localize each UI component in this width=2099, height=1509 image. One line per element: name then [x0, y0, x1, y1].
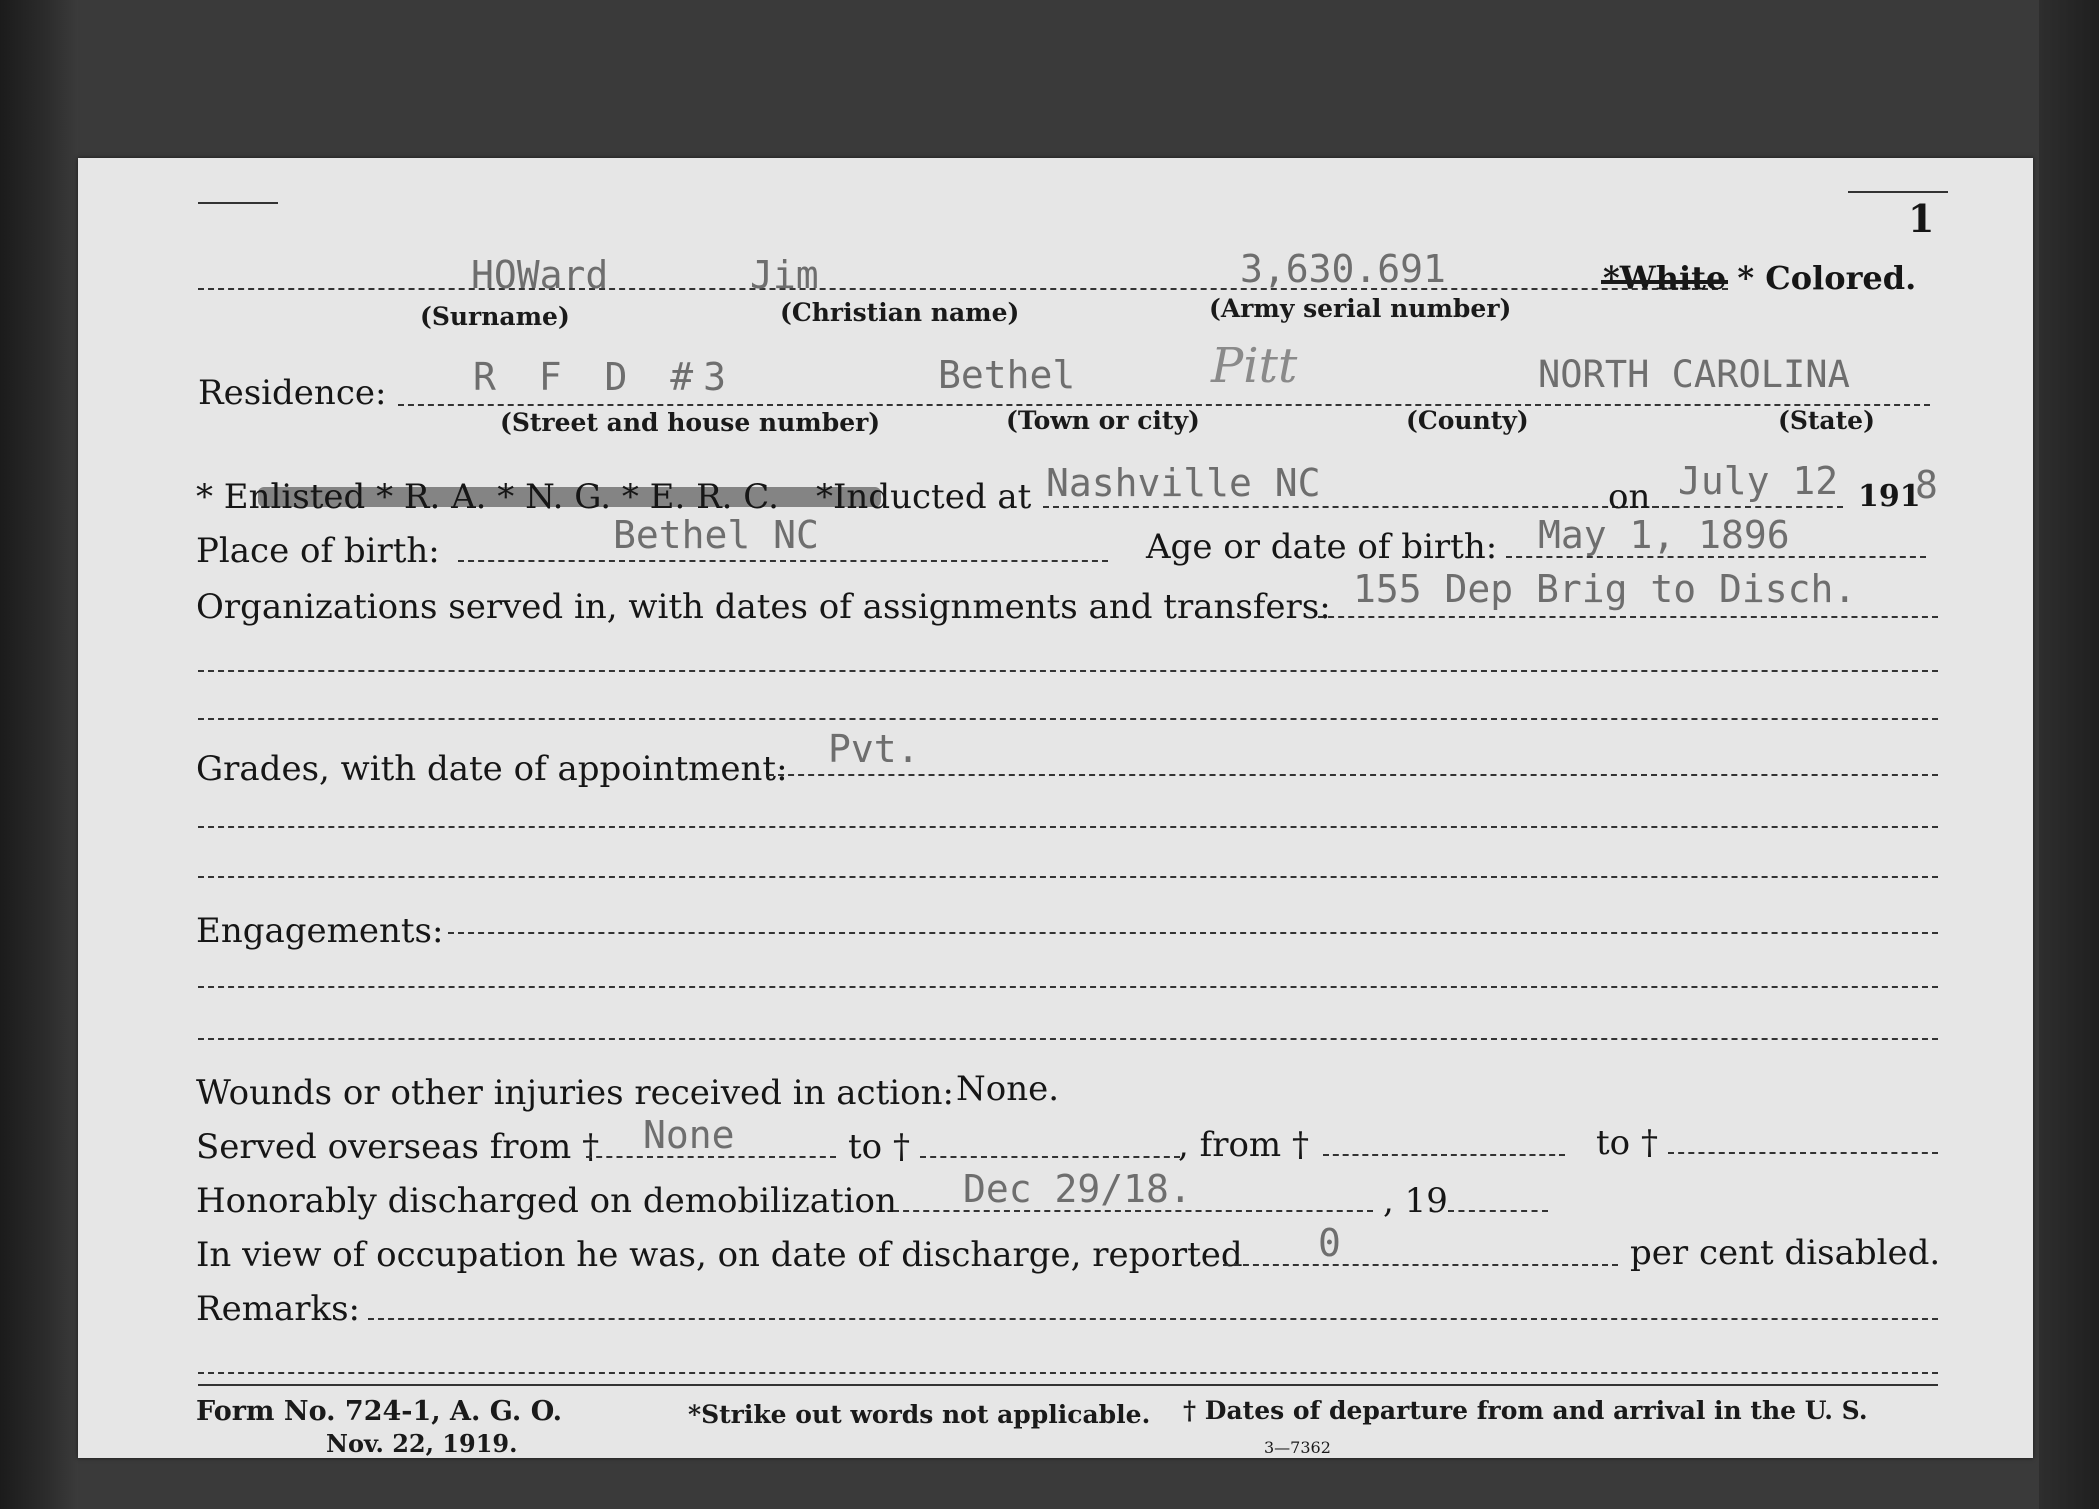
print-code: 3—7362: [1264, 1438, 1331, 1457]
discharge-year-line: [1448, 1210, 1548, 1212]
enlistment-options: * Enlisted * R. A. * N. G. * E. R. C.: [196, 477, 779, 517]
overseas-to2-label: to †: [1596, 1123, 1658, 1163]
engagements-line-3: [198, 1038, 1938, 1040]
state-value: NORTH CAROLINA: [1538, 353, 1850, 396]
overseas-to2-line: [1668, 1152, 1938, 1154]
inducted-at-label: *Inducted at: [816, 477, 1032, 517]
dates-note: † Dates of departure from and arrival in the U. S.: [1183, 1396, 1868, 1425]
footer-rule: [198, 1384, 1938, 1386]
discharge-date-value: Dec 29/18.: [963, 1167, 1192, 1211]
age-label: Age or date of birth:: [1146, 527, 1498, 567]
race-options: [1603, 259, 1917, 297]
form-number: Form No. 724-1, A. G. O.: [196, 1396, 563, 1427]
serial-caption: (Army serial number): [1209, 294, 1512, 323]
organizations-line-2: [198, 670, 1938, 672]
background-edge: [2039, 0, 2099, 1509]
inducted-place-value: Nashville NC: [1046, 461, 1321, 505]
date-of-birth-value: May 1, 1896: [1538, 513, 1790, 557]
wounds-label: Wounds or other injuries received in action:: [196, 1073, 954, 1113]
overseas-value: None: [643, 1113, 735, 1157]
binder-edge: [0, 0, 78, 1509]
grades-line: [768, 774, 1938, 776]
remarks-line-2: [198, 1372, 1938, 1374]
serial-number-value: 3,630.691: [1240, 247, 1446, 291]
white-option: *White: [1603, 259, 1727, 297]
street-value: R F D #3: [473, 355, 737, 399]
wounds-value: None.: [956, 1069, 1060, 1109]
form-date: Nov. 22, 1919.: [326, 1429, 518, 1458]
top-left-rule: [198, 202, 278, 204]
state-caption: (State): [1778, 406, 1875, 435]
county-value: Pitt: [1211, 338, 1298, 394]
strike-note: *Strike out words not applicable.: [688, 1400, 1151, 1429]
place-of-birth-value: Bethel NC: [613, 513, 819, 557]
grades-label: Grades, with date of appointment:: [196, 749, 788, 789]
county-caption: (County): [1406, 406, 1529, 435]
organizations-line-3: [198, 718, 1938, 720]
colored-option: * Colored.: [1737, 259, 1917, 297]
inducted-date-value: July 12: [1678, 459, 1839, 503]
organizations-value: 155 Dep Brig to Disch.: [1353, 567, 1857, 611]
discharge-year-prefix: , 19: [1383, 1181, 1448, 1221]
christian-name-value: Jim: [750, 253, 819, 297]
year-printed: 191: [1858, 479, 1921, 514]
disability-value: 0: [1318, 1221, 1341, 1265]
occupation-label: In view of occupation he was, on date of discharge, reported: [196, 1235, 1243, 1275]
overseas-from2-line: [1323, 1154, 1565, 1156]
inducted-date-line: [1653, 506, 1843, 508]
card-number: 1: [1908, 196, 1935, 241]
name-line: [198, 288, 1728, 290]
grades-value: Pvt.: [828, 727, 920, 771]
place-of-birth-label: Place of birth:: [196, 531, 440, 571]
top-right-rule: [1848, 191, 1948, 193]
place-of-birth-line: [458, 560, 1108, 562]
street-caption: (Street and house number): [500, 408, 881, 437]
overseas-to-label: to †: [848, 1127, 910, 1167]
christian-name-caption: (Christian name): [780, 298, 1020, 327]
town-caption: (Town or city): [1006, 406, 1200, 435]
surname-value: HOWard: [471, 253, 609, 297]
engagements-label: Engagements:: [196, 911, 444, 951]
residence-label: Residence:: [198, 373, 387, 413]
organizations-label: Organizations served in, with dates of assignments and transfers:: [196, 587, 1331, 627]
engagements-line-2: [198, 986, 1938, 988]
grades-line-2: [198, 826, 1938, 828]
remarks-label: Remarks:: [196, 1289, 360, 1329]
inducted-place-line: [1043, 506, 1678, 508]
occupation-line: [1223, 1264, 1618, 1266]
town-value: Bethel: [938, 353, 1076, 397]
draft-record-card: [78, 158, 2033, 1458]
year-typed: 8: [1915, 463, 1938, 507]
remarks-line: [368, 1318, 1938, 1320]
served-overseas-label: Served overseas from †: [196, 1127, 600, 1167]
disability-suffix: per cent disabled.: [1630, 1233, 1941, 1273]
overseas-from2-label: , from †: [1178, 1125, 1309, 1165]
organizations-line: [1318, 616, 1938, 618]
engagements-line: [448, 932, 1938, 934]
discharge-label: Honorably discharged on demobilization: [196, 1181, 897, 1221]
surname-caption: (Surname): [420, 302, 570, 331]
on-label: on: [1608, 477, 1651, 517]
overseas-to-line: [920, 1156, 1180, 1158]
grades-line-3: [198, 876, 1938, 878]
